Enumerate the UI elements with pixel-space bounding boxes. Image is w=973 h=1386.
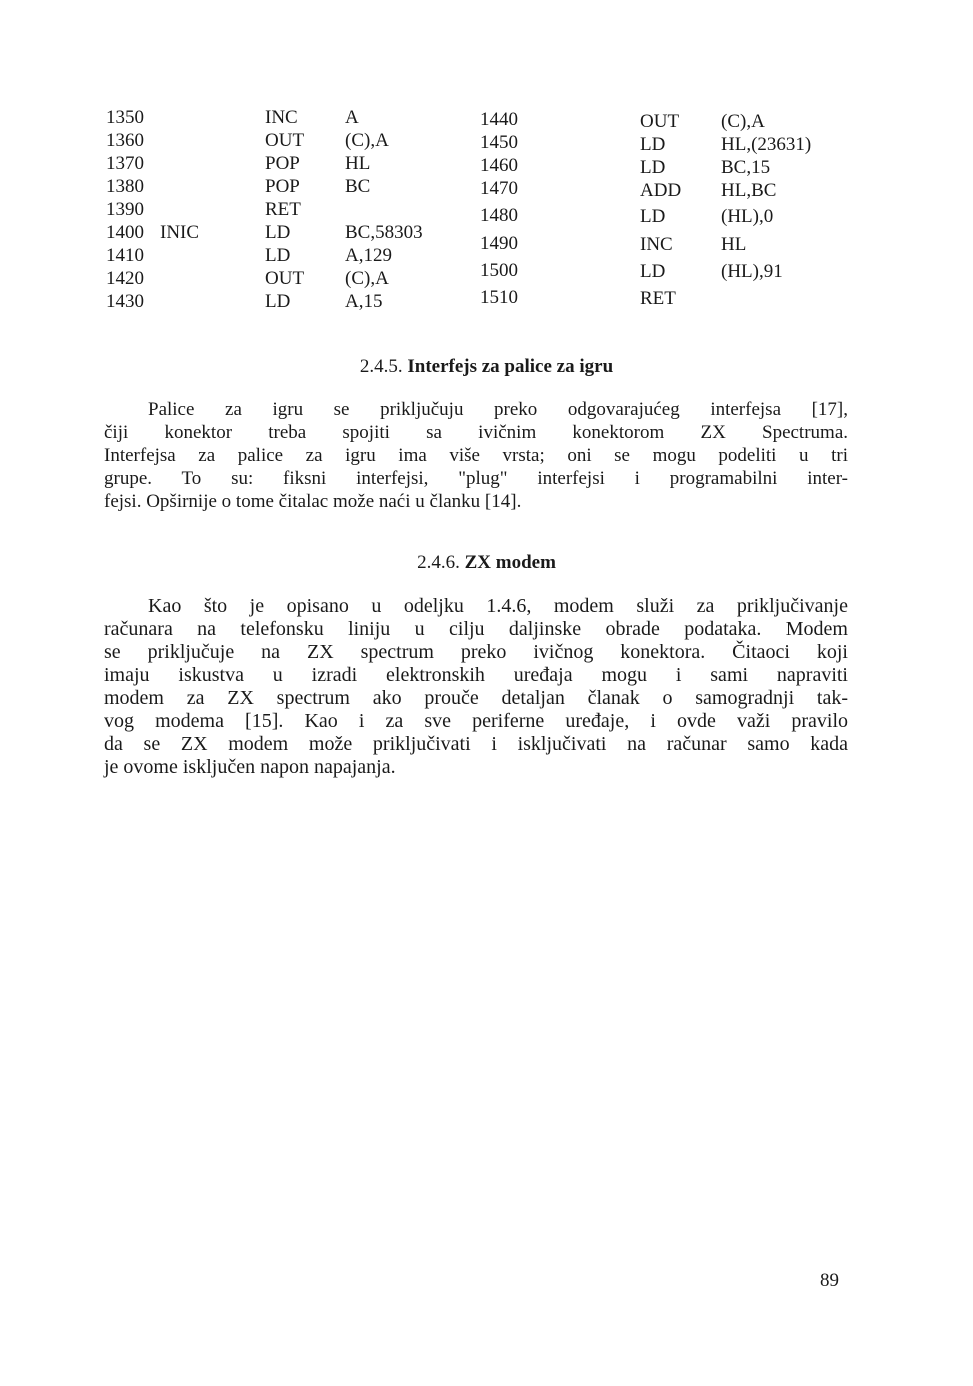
listing-left-operands	[345, 106, 423, 313]
paragraph-line: čiji konektor treba spojiti sa ivičnim konektorom ZX Spectruma.	[104, 422, 848, 443]
listing-right-operands	[721, 110, 811, 310]
operand: BC,15	[721, 157, 771, 178]
paragraph-joystick-interface	[104, 398, 848, 513]
label	[160, 129, 199, 152]
line-number: 1370	[106, 153, 144, 174]
paragraph-line: Kao što je opisano u odeljku 1.4.6, modem služi za priključivanje	[148, 595, 848, 617]
paragraph-line: grupe. To su: fiksni interfejsi, "plug" interfejsi i programabilni inter-	[104, 468, 848, 489]
operand: A	[345, 107, 359, 128]
opcode: RET	[640, 288, 676, 309]
line-number: 1450	[480, 132, 518, 153]
operand	[721, 287, 811, 310]
line-number: 1380	[106, 176, 144, 197]
operand: BC	[345, 176, 371, 197]
operand: (C),A	[345, 268, 389, 289]
line-number: 1500	[480, 260, 518, 281]
opcode: LD	[640, 134, 666, 155]
paragraph-zx-modem	[104, 595, 848, 779]
opcode: LD	[640, 157, 666, 178]
paragraph-line: je ovome isključen napon napajanja.	[104, 756, 396, 778]
line-number: 1480	[480, 205, 518, 226]
opcode: INC	[265, 107, 298, 128]
section-title: Interfejs za palice za igru	[407, 356, 614, 377]
label	[160, 267, 199, 290]
opcode: LD	[265, 291, 291, 312]
paragraph-line: da se ZX modem može priključivati i isključivati na računar samo kada	[104, 733, 848, 755]
paragraph-line: se priključuje na ZX spectrum preko ivičnog konektora. Čitaoci koji	[104, 641, 848, 663]
section-title: ZX modem	[464, 552, 556, 573]
opcode: POP	[265, 176, 300, 197]
opcode: LD	[640, 206, 666, 227]
operand: HL	[345, 153, 371, 174]
line-number: 1440	[480, 109, 518, 130]
opcode: ADD	[640, 180, 682, 201]
opcode: LD	[265, 222, 291, 243]
listing-right-opcodes	[640, 110, 681, 310]
section-number: 2.4.6.	[417, 552, 460, 573]
paragraph-line: računara na telefonsku liniju u cilju daljinske obrade podataka. Modem	[104, 618, 848, 640]
line-number: 1360	[106, 130, 144, 151]
label	[160, 175, 199, 198]
section-heading-joystick-interface	[0, 356, 973, 378]
line-number: 1460	[480, 155, 518, 176]
operand: (C),A	[721, 111, 765, 132]
operand: A,129	[345, 245, 392, 266]
operand: HL,(23631)	[721, 134, 812, 155]
opcode: OUT	[265, 268, 305, 289]
operand: A,15	[345, 291, 383, 312]
operand: HL	[721, 234, 747, 255]
operand: BC,58303	[345, 222, 423, 243]
paragraph-line: modem za ZX spectrum ako prouče detaljan članak o samogradnji tak-	[104, 687, 848, 709]
paragraph-line: Palice za igru se priključuju preko odgovarajućeg interfejsa [17],	[148, 399, 848, 420]
label: INIC	[160, 222, 200, 243]
operand	[345, 198, 423, 221]
operand: (HL),0	[721, 206, 774, 227]
paragraph-line: vog modema [15]. Kao i za sve periferne uređaje, i ovde važi pravilo	[104, 710, 848, 732]
line-number: 1350	[106, 107, 144, 128]
paragraph-line: Interfejsa za palice za igru ima više vrsta; oni se mogu podeliti u tri	[104, 445, 848, 466]
listing-left-opcodes	[265, 106, 304, 313]
opcode: POP	[265, 153, 300, 174]
line-number: 1470	[480, 178, 518, 199]
line-number: 1390	[106, 199, 144, 220]
label	[160, 106, 199, 129]
opcode: OUT	[265, 130, 305, 151]
operand: (C),A	[345, 130, 389, 151]
line-number: 1510	[480, 287, 518, 308]
opcode: OUT	[640, 111, 680, 132]
page-number: 89	[820, 1270, 839, 1291]
opcode: RET	[265, 199, 301, 220]
section-number: 2.4.5.	[359, 356, 403, 377]
paragraph-line: imaju iskustva u izradi elektronskih uređaja mogu i sami napraviti	[104, 664, 848, 686]
listing-left-labels	[160, 106, 199, 313]
label	[160, 290, 199, 313]
operand: (HL),91	[721, 261, 783, 282]
opcode: LD	[640, 261, 666, 282]
label	[160, 152, 199, 175]
line-number: 1420	[106, 268, 144, 289]
operand: HL,BC	[721, 180, 777, 201]
label	[160, 198, 199, 221]
section-heading-zx-modem	[0, 552, 973, 574]
label	[160, 244, 199, 267]
line-number: 1430	[106, 291, 144, 312]
paragraph-line: fejsi. Opširnije o tome čitalac može naći u članku [14].	[104, 491, 522, 512]
listing-right-line-numbers	[480, 108, 518, 309]
listing-left-line-numbers	[106, 106, 144, 313]
line-number: 1410	[106, 245, 144, 266]
line-number: 1400	[106, 222, 144, 243]
opcode: LD	[265, 245, 291, 266]
opcode: INC	[640, 234, 673, 255]
line-number: 1490	[480, 233, 518, 254]
